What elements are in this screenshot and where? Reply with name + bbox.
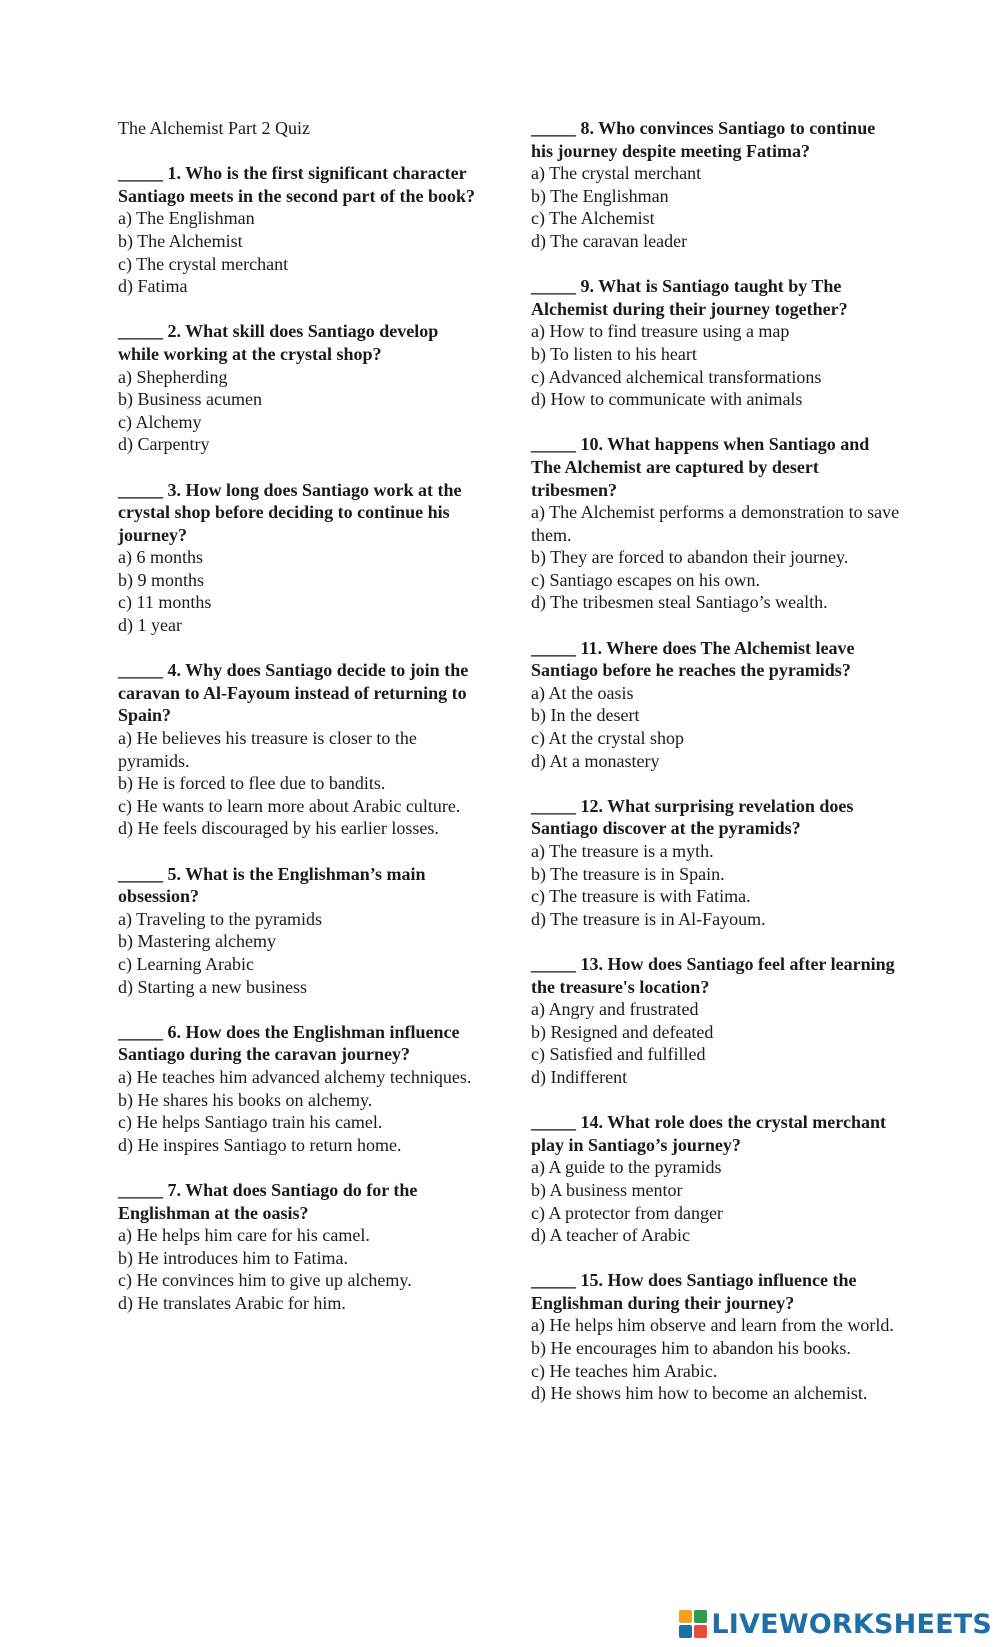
answer-option: a) The crystal merchant bbox=[531, 163, 702, 184]
question-text: _____ 13. How does Santiago feel after learning the treasure's location? bbox=[531, 953, 895, 997]
question-block bbox=[531, 953, 901, 1089]
answer-option: c) 11 months bbox=[118, 592, 212, 613]
answer-option: c) At the crystal shop bbox=[531, 728, 684, 749]
answer-option: a) At the oasis bbox=[531, 682, 634, 703]
right-column bbox=[531, 117, 901, 1427]
answer-option: b) He shares his books on alchemy. bbox=[118, 1089, 373, 1110]
question-block bbox=[118, 659, 480, 840]
answer-option: c) Alchemy bbox=[118, 411, 202, 432]
logo-square-3 bbox=[679, 1625, 692, 1638]
question-block bbox=[531, 1269, 901, 1405]
question-block bbox=[531, 433, 901, 614]
question-block bbox=[118, 1179, 480, 1315]
logo-square-2 bbox=[694, 1610, 707, 1623]
answer-option: d) 1 year bbox=[118, 615, 182, 636]
answer-option: c) He teaches him Arabic. bbox=[531, 1360, 718, 1381]
question-text: _____ 1. Who is the first significant character Santiago meets in the second part of the book? bbox=[118, 163, 476, 206]
answer-option: c) Advanced alchemical transformations bbox=[531, 366, 822, 387]
answer-option: a) The treasure is a myth. bbox=[531, 841, 714, 861]
answer-option: d) How to communicate with animals bbox=[531, 389, 803, 410]
question-text: _____ 2. What skill does Santiago develop while working at the crystal shop? bbox=[118, 321, 439, 364]
question-text: _____ 11. Where does The Alchemist leave Santiago before he reaches the pyramids? bbox=[531, 637, 855, 681]
answer-option: b) They are forced to abandon their journey. bbox=[531, 547, 849, 568]
answer-option: c) The crystal merchant bbox=[118, 253, 289, 274]
answer-option: b) He is forced to flee due to bandits. bbox=[118, 773, 386, 794]
answer-option: a) The Alchemist performs a demonstration to save them. bbox=[531, 502, 900, 545]
question-block bbox=[118, 320, 480, 456]
question-text: _____ 6. How does the Englishman influence Santiago during the caravan journey? bbox=[118, 1021, 460, 1065]
answer-option: b) He introduces him to Fatima. bbox=[118, 1247, 348, 1268]
answer-option: d) The caravan leader bbox=[531, 230, 688, 251]
answer-option: c) Santiago escapes on his own. bbox=[531, 569, 760, 590]
question-block bbox=[531, 275, 901, 411]
question-text: _____ 5. What is the Englishman’s main obsession? bbox=[118, 863, 426, 907]
logo-square-4 bbox=[694, 1625, 707, 1638]
answer-option: a) 6 months bbox=[118, 547, 203, 568]
answer-option: b) The treasure is in Spain. bbox=[531, 863, 725, 884]
answer-option: a) He helps him observe and learn from the world. bbox=[531, 1315, 894, 1336]
logo-mark-icon bbox=[679, 1610, 707, 1638]
answer-option: a) Traveling to the pyramids bbox=[118, 908, 322, 929]
answer-option: b) He encourages him to abandon his books. bbox=[531, 1338, 851, 1359]
left-question-list bbox=[118, 162, 480, 1314]
question-text: _____ 9. What is Santiago taught by The Alchemist during their journey together? bbox=[531, 276, 848, 319]
answer-option: c) A protector from danger bbox=[531, 1202, 723, 1223]
answer-option: c) The treasure is with Fatima. bbox=[531, 886, 751, 907]
answer-option: a) He teaches him advanced alchemy techniques. bbox=[118, 1066, 472, 1087]
answer-option: b) 9 months bbox=[118, 569, 205, 590]
answer-option: b) In the desert bbox=[531, 705, 640, 726]
question-block bbox=[118, 1021, 480, 1157]
answer-option: b) Business acumen bbox=[118, 389, 262, 410]
answer-option: a) How to find treasure using a map bbox=[531, 321, 790, 342]
answer-option: a) Angry and frustrated bbox=[531, 999, 699, 1020]
answer-option: a) A guide to the pyramids bbox=[531, 1157, 722, 1178]
answer-option: c) The Alchemist bbox=[531, 208, 655, 229]
question-text: _____ 10. What happens when Santiago and The Alchemist are captured by desert tribesmen? bbox=[531, 434, 870, 500]
question-text: _____ 7. What does Santiago do for the Englishman at the oasis? bbox=[118, 1179, 418, 1223]
answer-option: c) Satisfied and fulfilled bbox=[531, 1044, 706, 1065]
right-question-list bbox=[531, 117, 901, 1405]
answer-option: c) He convinces him to give up alchemy. bbox=[118, 1270, 412, 1291]
question-text: _____ 8. Who convinces Santiago to continue his journey despite meeting Fatima? bbox=[531, 118, 876, 161]
answer-option: d) The tribesmen steal Santiago’s wealth. bbox=[531, 592, 828, 613]
answer-option: d) He inspires Santiago to return home. bbox=[118, 1134, 402, 1155]
question-text: _____ 14. What role does the crystal merchant play in Santiago’s journey? bbox=[531, 1112, 886, 1155]
document-title: The Alchemist Part 2 Quiz bbox=[118, 118, 310, 138]
question-block bbox=[118, 479, 480, 637]
answer-option: b) The Englishman bbox=[531, 185, 669, 206]
answer-option: d) At a monastery bbox=[531, 750, 660, 771]
answer-option: a) The Englishman bbox=[118, 208, 255, 229]
answer-option: c) He helps Santiago train his camel. bbox=[118, 1112, 383, 1133]
question-block bbox=[531, 795, 901, 931]
liveworksheets-logo[interactable] bbox=[679, 1607, 992, 1641]
logo-text: LIVEWORKSHEETS bbox=[711, 1608, 992, 1640]
question-block bbox=[118, 863, 480, 999]
answer-option: b) The Alchemist bbox=[118, 230, 243, 251]
answer-option: b) To listen to his heart bbox=[531, 343, 697, 364]
answer-option: b) Resigned and defeated bbox=[531, 1021, 714, 1042]
answer-option: d) Indifferent bbox=[531, 1066, 628, 1087]
answer-option: a) He believes his treasure is closer to the pyramids. bbox=[118, 728, 417, 771]
left-column bbox=[118, 117, 480, 1337]
logo-square-1 bbox=[679, 1610, 692, 1623]
answer-option: b) A business mentor bbox=[531, 1179, 683, 1200]
question-text: _____ 4. Why does Santiago decide to join the caravan to Al-Fayoum instead of returning to Spain? bbox=[118, 660, 469, 726]
question-block bbox=[118, 162, 480, 298]
question-text: _____ 3. How long does Santiago work at the crystal shop before deciding to continue his journey? bbox=[118, 479, 462, 545]
answer-option: c) He wants to learn more about Arabic culture. bbox=[118, 795, 461, 816]
answer-option: d) Starting a new business bbox=[118, 976, 307, 997]
answer-option: d) Fatima bbox=[118, 276, 188, 297]
answer-option: d) Carpentry bbox=[118, 434, 210, 455]
answer-option: b) Mastering alchemy bbox=[118, 931, 276, 952]
question-text: _____ 15. How does Santiago influence the Englishman during their journey? bbox=[531, 1270, 857, 1313]
answer-option: d) He shows him how to become an alchemist. bbox=[531, 1383, 868, 1404]
answer-option: d) The treasure is in Al-Fayoum. bbox=[531, 908, 766, 929]
answer-option: d) He feels discouraged by his earlier losses. bbox=[118, 818, 439, 839]
answer-option: d) A teacher of Arabic bbox=[531, 1225, 690, 1246]
answer-option: a) He helps him care for his camel. bbox=[118, 1225, 370, 1246]
question-block bbox=[531, 637, 901, 773]
question-text: _____ 12. What surprising revelation does Santiago discover at the pyramids? bbox=[531, 795, 854, 839]
answer-option: c) Learning Arabic bbox=[118, 953, 254, 974]
question-block bbox=[531, 117, 901, 253]
question-block bbox=[531, 1111, 901, 1247]
answer-option: a) Shepherding bbox=[118, 366, 228, 387]
answer-option: d) He translates Arabic for him. bbox=[118, 1292, 346, 1313]
